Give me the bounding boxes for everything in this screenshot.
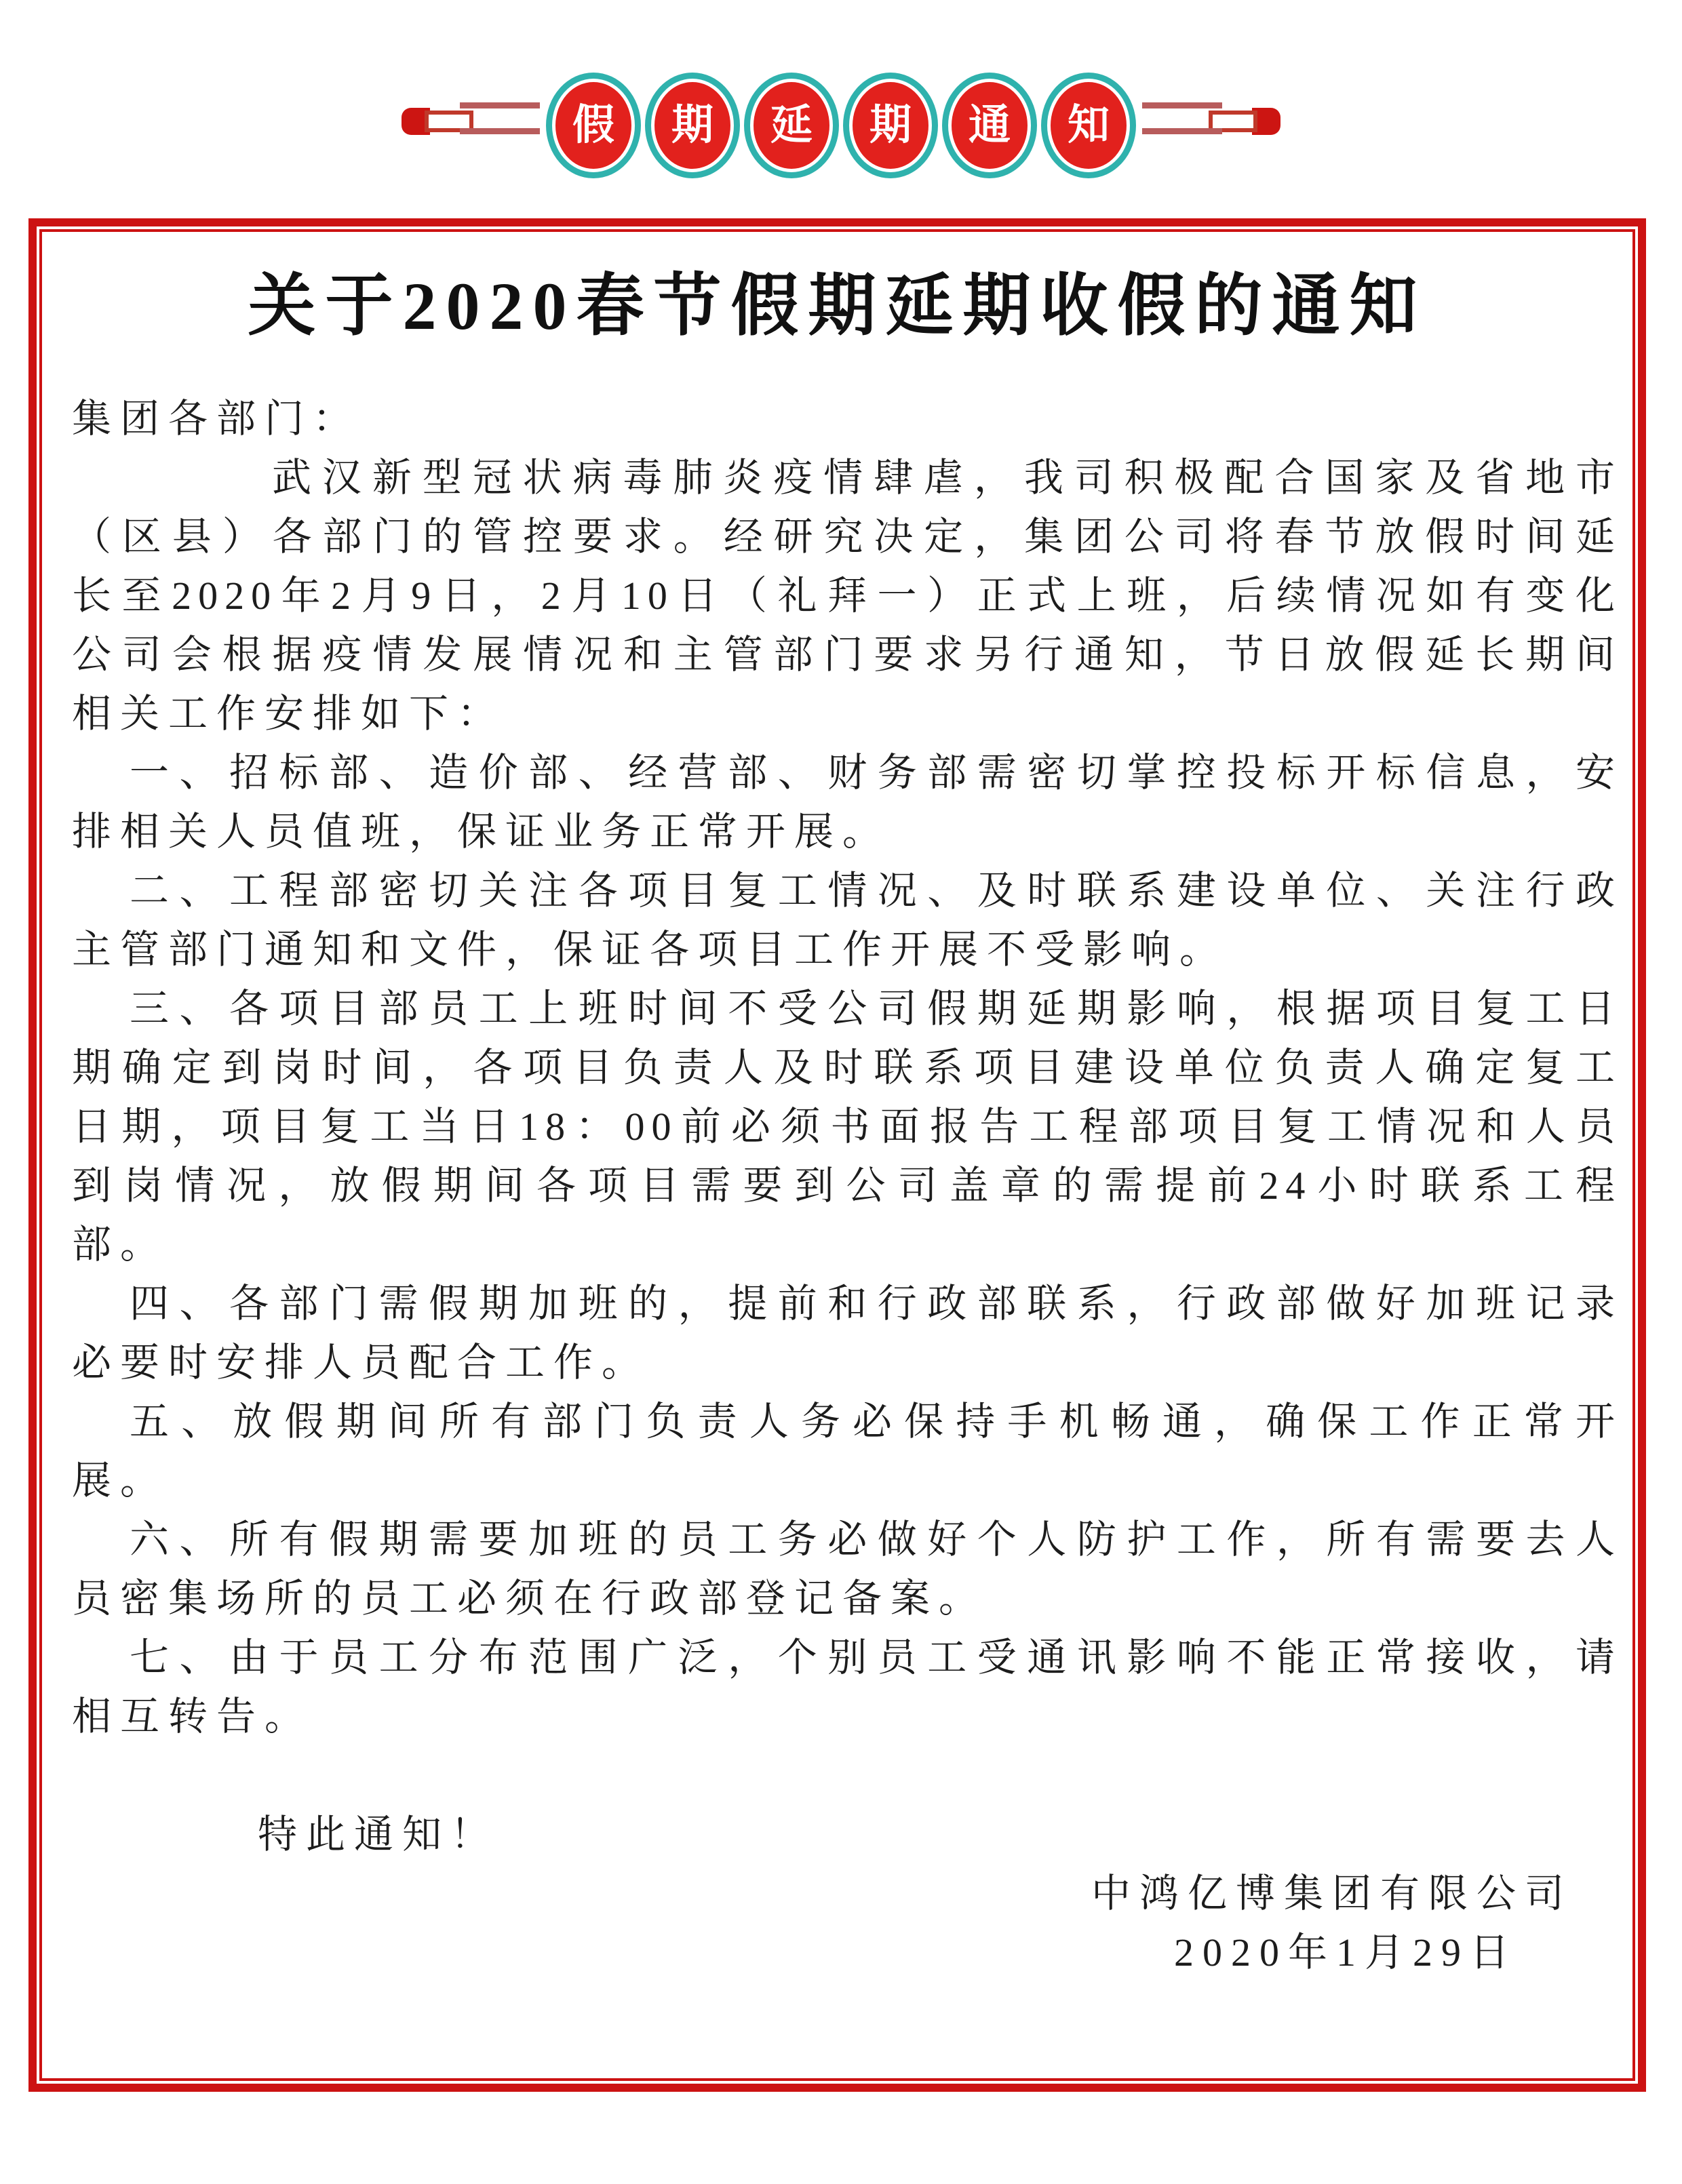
left-speed-line-icon <box>460 128 540 134</box>
body-line: （区县）各部门的管控要求。经研究决定，集团公司将春节放假时间延 <box>72 515 1622 559</box>
badge-character: 期 <box>869 102 912 148</box>
banner-badges <box>552 79 1130 172</box>
body-line: 期确定到岗时间，各项目负责人及时联系项目建设单位负责人确定复工 <box>72 1046 1622 1090</box>
badge-character: 通 <box>968 102 1011 148</box>
badge-character: 期 <box>671 102 713 148</box>
notice-title: 关于2020春节假期延期收假的通知 <box>248 269 1427 344</box>
body-line: 六、所有假期需要加班的员工务必做好个人防护工作，所有需要去人 <box>130 1517 1622 1562</box>
body-line: 二、工程部密切关注各项目复工情况、及时联系建设单位、关注行政 <box>130 869 1622 913</box>
body-line: 长至2020年2月9日，2月10日（礼拜一）正式上班，后续情况如有变化 <box>72 574 1622 618</box>
banner-badge <box>1047 79 1130 172</box>
body-line: 展。 <box>72 1458 169 1503</box>
salutation: 集团各部门： <box>72 397 361 441</box>
banner-right-ornament <box>1139 71 1282 180</box>
body-line: 到岗情况，放假期间各项目需要到公司盖章的需提前24小时联系工程 <box>72 1164 1622 1208</box>
right-speed-line-icon <box>1142 102 1222 108</box>
notice-frame <box>28 218 1646 2092</box>
banner-left-ornament <box>400 71 543 180</box>
banner-badge <box>849 79 932 172</box>
badge-character: 延 <box>770 102 813 148</box>
body-line: 排相关人员值班，保证业务正常开展。 <box>72 810 891 854</box>
left-speed-line-icon <box>460 102 540 108</box>
badge-character: 假 <box>572 102 614 148</box>
body-line: 武汉新型冠状病毒肺炎疫情肆虐，我司积极配合国家及省地市 <box>272 456 1622 500</box>
body-line: 相关工作安排如下： <box>72 692 506 736</box>
body-line: 主管部门通知和文件，保证各项目工作开展不受影响。 <box>72 928 1228 972</box>
body-line: 日期，项目复工当日18：00前必须书面报告工程部项目复工情况和人员 <box>72 1105 1622 1149</box>
date-signature: 2020年1月29日 <box>1173 1930 1518 1974</box>
banner-badge <box>750 79 833 172</box>
banner <box>0 37 1682 214</box>
notice-body <box>72 389 1622 1982</box>
notice-frame-inner <box>39 229 1635 2081</box>
banner-badge <box>552 79 635 172</box>
banner-badge <box>651 79 734 172</box>
company-signature: 中鸿亿博集团有限公司 <box>1091 1871 1573 1915</box>
banner-badge <box>948 79 1031 172</box>
body-line: 四、各部门需假期加班的，提前和行政部联系，行政部做好加班记录 <box>130 1282 1622 1326</box>
body-line: 部。 <box>72 1223 169 1267</box>
body-line: 必要时安排人员配合工作。 <box>72 1341 650 1385</box>
right-speed-line-icon <box>1142 128 1222 134</box>
badge-character: 知 <box>1067 102 1110 148</box>
body-line: 员密集场所的员工必须在行政部登记备案。 <box>72 1576 987 1621</box>
body-line: 七、由于员工分布范围广泛，个别员工受通讯影响不能正常接收，请 <box>130 1635 1622 1680</box>
body-line: 相互转告。 <box>72 1694 313 1739</box>
body-line: 一、招标部、造价部、经营部、财务部需密切掌控投标开标信息，安 <box>130 751 1622 795</box>
body-line: 三、各项目部员工上班时间不受公司假期延期影响，根据项目复工日 <box>130 987 1622 1031</box>
body-line: 五、放假期间所有部门负责人务必保持手机畅通，确保工作正常开 <box>130 1399 1622 1444</box>
spacer-line <box>72 1746 1622 1805</box>
closing: 特此通知！ <box>258 1812 499 1857</box>
body-line: 公司会根据疫情发展情况和主管部门要求另行通知，节日放假延长期间 <box>72 633 1622 677</box>
